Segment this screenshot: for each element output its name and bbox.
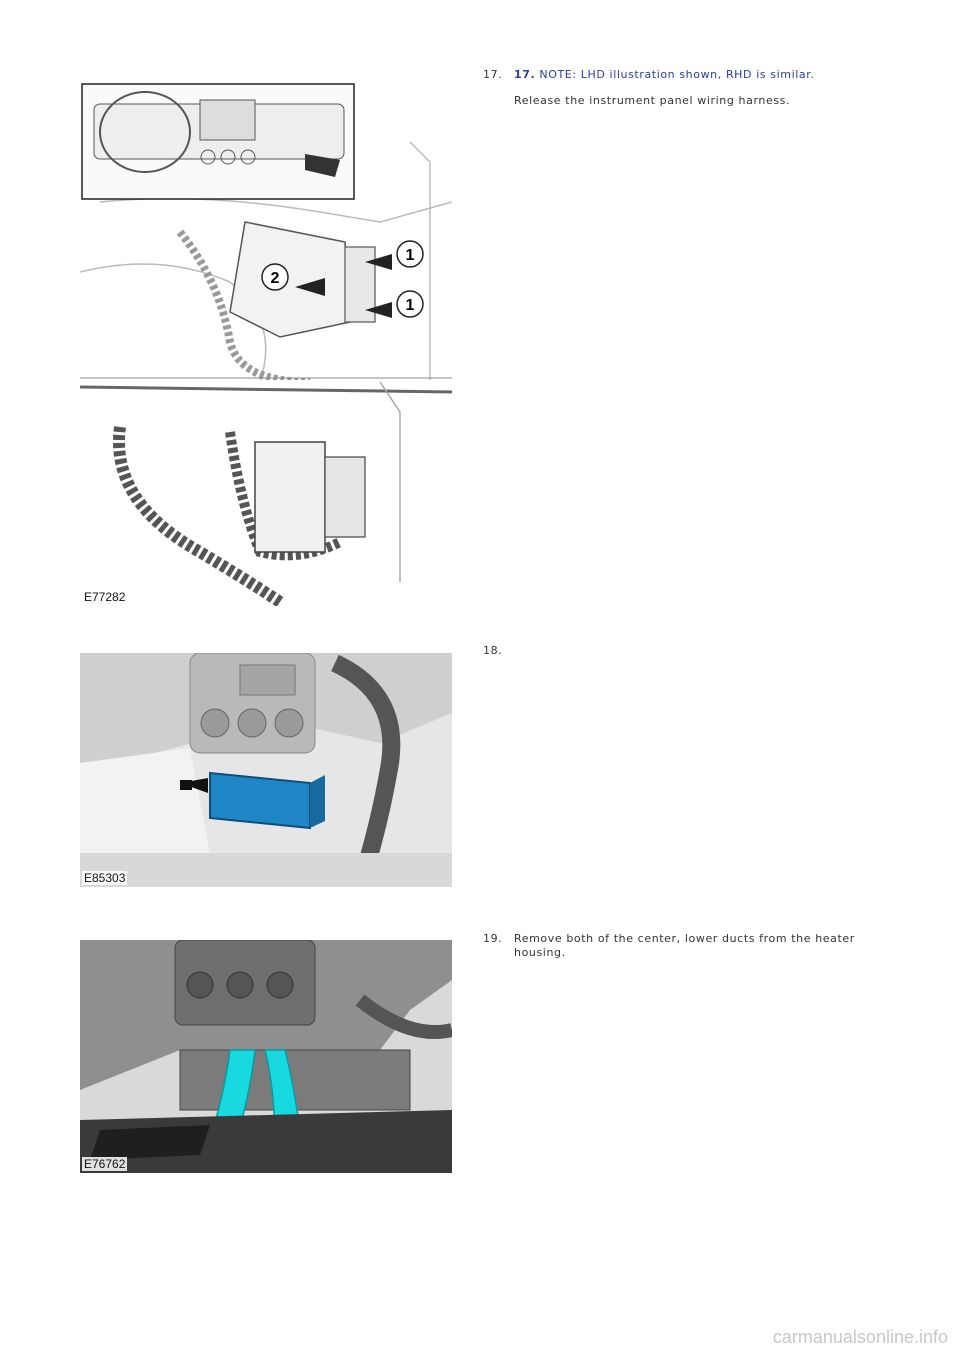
step-19	[483, 932, 883, 960]
watermark-url: carmanualsonline.info	[772, 1327, 948, 1347]
illustration-wiring-harness	[80, 82, 452, 606]
step-number: 18.	[483, 644, 503, 657]
figure-id-label: E85303	[84, 871, 126, 885]
step-17	[483, 68, 883, 108]
step-description: Release the instrument panel wiring harness.	[514, 94, 791, 107]
callout-1-upper: 1	[405, 247, 415, 264]
figure-module	[80, 653, 452, 887]
figure-wiring-harness	[80, 82, 452, 606]
note-step-number: 17.	[514, 68, 536, 81]
illustration-module	[80, 653, 452, 887]
figure-id-label: E77282	[84, 590, 126, 604]
figure-lower-ducts	[80, 940, 452, 1173]
step-number: 17.	[483, 68, 503, 81]
callout-1-lower: 1	[405, 297, 415, 314]
figure-id-label: E76762	[84, 1157, 126, 1171]
note-line	[514, 68, 883, 82]
illustration-lower-ducts	[80, 940, 452, 1173]
step-description: Remove both of the center, lower ducts from the heater housing.	[514, 932, 855, 959]
callout-2: 2	[270, 270, 280, 287]
step-number: 19.	[483, 932, 503, 945]
note-text: NOTE: LHD illustration shown, RHD is similar.	[539, 68, 815, 81]
